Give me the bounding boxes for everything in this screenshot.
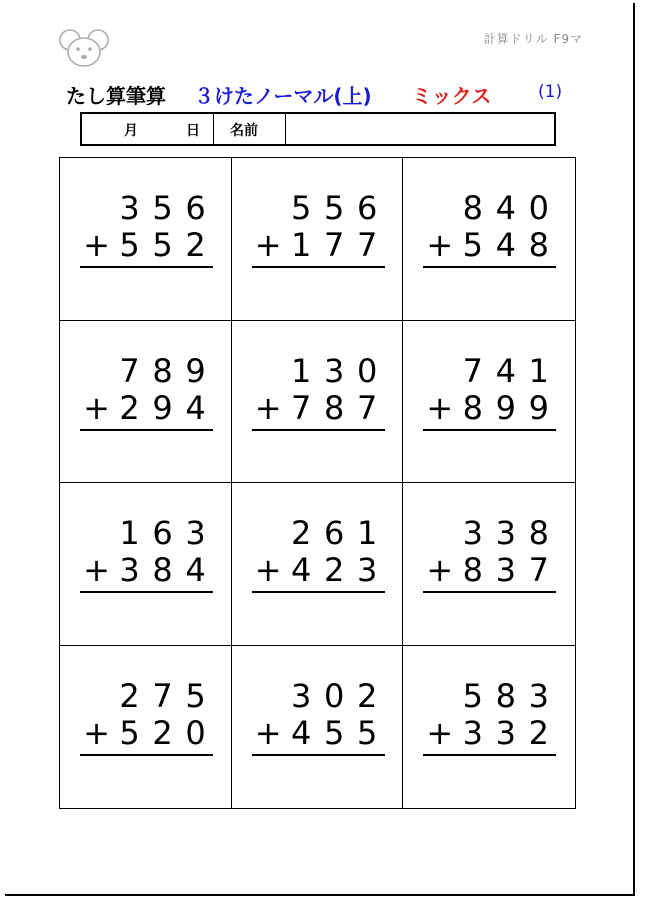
month-label: 月 (124, 123, 138, 139)
answer-line (423, 266, 556, 268)
digit: 7 (119, 351, 140, 390)
digit: 8 (152, 551, 173, 589)
addition-problem (80, 353, 212, 427)
digit: 2 (528, 713, 549, 752)
digit: 2 (185, 226, 206, 264)
plus-sign: + (426, 713, 454, 752)
digit: 2 (119, 388, 140, 427)
digit: 5 (152, 189, 173, 227)
digit: 5 (290, 189, 312, 227)
digit: 2 (152, 713, 173, 752)
answer-line (80, 754, 213, 756)
digit: 3 (185, 514, 206, 552)
addition-problem (252, 678, 384, 752)
digit: 2 (323, 551, 345, 589)
digit: 3 (528, 676, 549, 715)
digit: 6 (356, 189, 378, 227)
plus-sign: + (254, 226, 282, 264)
digit: 5 (323, 713, 345, 752)
digit: 9 (495, 388, 516, 427)
addition-problem (252, 353, 384, 427)
answer-line (423, 591, 556, 593)
plus-sign: + (254, 713, 282, 752)
digit: 7 (356, 226, 378, 264)
digit: 5 (119, 226, 140, 264)
worksheet-number: (1) (538, 82, 563, 102)
digit: 5 (185, 676, 206, 715)
digit: 4 (495, 189, 516, 227)
problem-grid (59, 157, 576, 809)
addition-problem (80, 515, 212, 589)
digit: 3 (356, 551, 378, 589)
plus-sign: + (83, 713, 110, 752)
digit: 3 (462, 713, 483, 752)
name-label-cell (214, 114, 286, 144)
digit: 3 (495, 514, 516, 552)
digit: 8 (462, 551, 483, 589)
digit: 0 (185, 713, 206, 752)
plus-sign: + (426, 226, 454, 264)
digit: 6 (185, 189, 206, 227)
answer-line (423, 754, 556, 756)
digit: 6 (152, 514, 173, 552)
digit: 2 (356, 676, 378, 715)
digit: 3 (495, 713, 516, 752)
digit: 0 (356, 351, 378, 390)
digit: 2 (119, 676, 140, 715)
digit: 8 (495, 676, 516, 715)
digit: 7 (462, 351, 483, 390)
digit: 7 (323, 226, 345, 264)
problem-cell (403, 483, 575, 646)
digit: 0 (528, 189, 549, 227)
answer-line (252, 754, 385, 756)
problem-cell (403, 158, 575, 321)
digit: 4 (185, 551, 206, 589)
worksheet-title (66, 80, 566, 110)
answer-line (252, 266, 385, 268)
digit: 5 (356, 713, 378, 752)
answer-line (423, 429, 556, 431)
mouse-face-icon (58, 28, 110, 68)
digit: 3 (119, 551, 140, 589)
problem-cell (232, 646, 404, 809)
problem-cell (403, 646, 575, 809)
problem-cell (60, 483, 232, 646)
plus-sign: + (83, 388, 110, 427)
digit: 1 (356, 514, 378, 552)
digit: 2 (290, 514, 312, 552)
addition-problem (423, 678, 555, 752)
plus-sign: + (254, 551, 282, 589)
plus-sign: + (83, 226, 110, 264)
digit: 8 (462, 189, 483, 227)
digit: 3 (462, 514, 483, 552)
plus-sign: + (426, 551, 454, 589)
digit: 7 (290, 388, 312, 427)
addition-problem (252, 190, 384, 264)
date-field[interactable] (82, 114, 214, 144)
addition-problem (80, 190, 212, 264)
addition-problem (252, 515, 384, 589)
digit: 9 (528, 388, 549, 427)
digit: 8 (152, 351, 173, 390)
digit: 1 (528, 351, 549, 390)
digit: 1 (119, 514, 140, 552)
addition-problem (423, 353, 555, 427)
digit: 1 (290, 226, 312, 264)
digit: 9 (152, 388, 173, 427)
name-date-box (80, 112, 556, 146)
plus-sign: + (83, 551, 110, 589)
digit: 3 (495, 551, 516, 589)
plus-sign: + (426, 388, 454, 427)
problem-cell (232, 158, 404, 321)
title-main: たし算筆算 (66, 84, 166, 108)
digit: 0 (323, 676, 345, 715)
digit: 5 (462, 226, 483, 264)
digit: 7 (356, 388, 378, 427)
digit: 8 (528, 514, 549, 552)
answer-line (80, 591, 213, 593)
digit: 4 (290, 551, 312, 589)
digit: 3 (323, 351, 345, 390)
problem-cell (232, 321, 404, 484)
digit: 4 (495, 351, 516, 390)
answer-line (252, 591, 385, 593)
digit: 5 (462, 676, 483, 715)
digit: 7 (528, 551, 549, 589)
problem-cell (403, 321, 575, 484)
digit: 1 (290, 351, 312, 390)
digit: 3 (119, 189, 140, 227)
digit: 3 (290, 676, 312, 715)
digit: 8 (528, 226, 549, 264)
answer-line (252, 429, 385, 431)
digit: 4 (495, 226, 516, 264)
answer-line (80, 266, 213, 268)
digit: 9 (185, 351, 206, 390)
digit: 5 (323, 189, 345, 227)
problem-cell (60, 646, 232, 809)
day-label: 日 (186, 123, 200, 139)
digit: 5 (152, 226, 173, 264)
problem-cell (232, 483, 404, 646)
addition-problem (80, 678, 212, 752)
problem-cell (60, 321, 232, 484)
digit: 6 (323, 514, 345, 552)
answer-line (80, 429, 213, 431)
digit: 4 (185, 388, 206, 427)
digit: 4 (290, 713, 312, 752)
digit: 8 (323, 388, 345, 427)
name-label: 名前 (230, 123, 258, 139)
addition-problem (423, 515, 555, 589)
digit: 7 (152, 676, 173, 715)
title-mix: ミックス (412, 84, 492, 108)
brand-label: 計算ドリル F9マ (483, 32, 583, 46)
digit: 8 (462, 388, 483, 427)
problem-cell (60, 158, 232, 321)
title-subtitle: ３けたノーマル(上) (194, 84, 372, 108)
digit: 5 (119, 713, 140, 752)
addition-problem (423, 190, 555, 264)
plus-sign: + (254, 388, 282, 427)
